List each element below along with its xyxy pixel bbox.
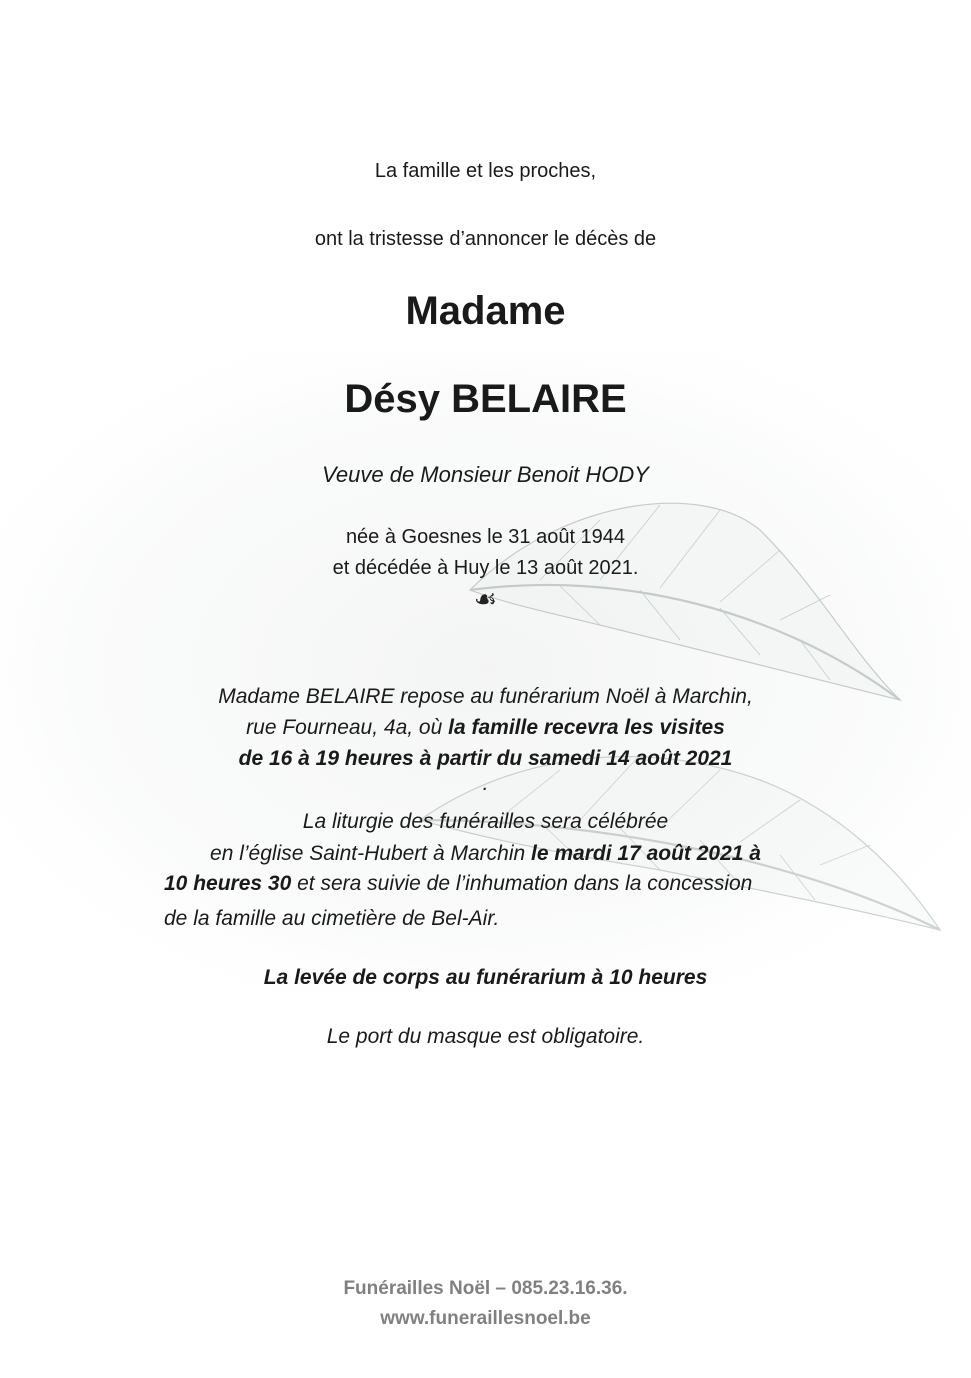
spouse-line: Veuve de Monsieur Benoit HODY [322, 462, 649, 487]
masque-line: Le port du masque est obligatoire. [326, 1025, 645, 1048]
death-line: et décédée à Huy le 13 août 2021. [332, 557, 639, 579]
intro-line-1: La famille et les proches, [374, 160, 597, 182]
liturgy-church: en l’église Saint-Hubert à Marchin [210, 842, 532, 865]
intro-line-2: ont la tristesse d’annoncer le décès de [314, 228, 657, 250]
footer-contact: Funérailles Noël – 085.23.16.36. [343, 1278, 628, 1299]
liturgy-inhumation: et sera suivie de l’inhumation dans la concession [291, 872, 753, 895]
liturgy-date: le mardi 17 août 2021 à [531, 842, 761, 865]
liturgy-line-4: de la famille au cimetière de Bel-Air. [164, 907, 500, 930]
visits-line-2 [0, 712, 971, 743]
liturgy-line-3 [164, 868, 752, 900]
ornament-icon: ☙ [473, 584, 498, 614]
deceased-honorific: Madame [405, 289, 566, 333]
deceased-name: Désy BELAIRE [344, 377, 627, 421]
visits-line-4: . [482, 772, 489, 795]
visits-line-2-emphasis: la famille recevra les visites [448, 716, 725, 739]
liturgy-time: 10 heures 30 [164, 872, 292, 895]
levee-line: La levée de corps au funérarium à 10 heures [263, 966, 708, 989]
visits-line-2-text: rue Fourneau, 4a, où [246, 716, 449, 739]
birth-line: née à Goesnes le 31 août 1944 [345, 526, 626, 548]
footer-website[interactable]: www.funeraillesnoel.be [380, 1308, 591, 1329]
liturgy-line-2 [0, 838, 971, 869]
liturgy-line-1: La liturgie des funérailles sera célébrée [302, 810, 669, 833]
visits-hours: de 16 à 19 heures à partir du samedi 14 août 2021 [238, 747, 733, 770]
visits-line-1: Madame BELAIRE repose au funérarium Noël à Marchin, [218, 685, 753, 708]
